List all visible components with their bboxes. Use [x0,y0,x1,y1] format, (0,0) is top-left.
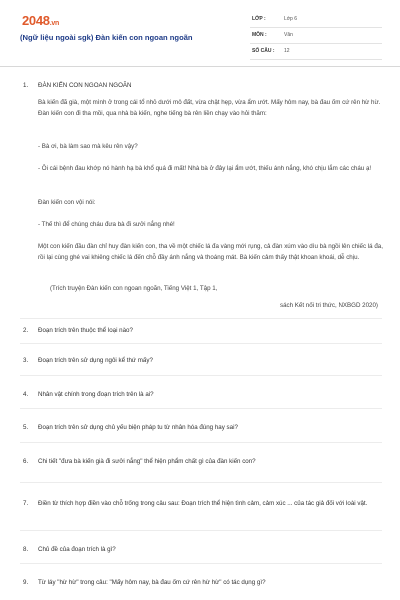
document-title: (Ngữ liệu ngoài sgk) Đàn kiến con ngoan ngoãn [20,33,193,42]
question-number: 5. [23,424,29,431]
passage-title: ĐÀN KIẾN CON NGOAN NGOÃN [38,82,132,89]
question-divider [20,530,382,531]
question-divider [20,343,382,344]
passage-paragraph: Bà kiến đã già, một mình ở trong cái tổ nhỏ dưới mô đất, vừa chật hẹp, vừa ẩm ướt. Mấy hôm nay, bà đau ốm cứ rên hừ hừ. Đàn kiến con đi tha mồi, qua nhà bà kiến, nghe tiếng bà rên liền chạy vào hỏi thăm: [38,99,381,117]
question-number: 3. [23,357,29,364]
passage-paragraph: Một con kiến đầu đàn chỉ huy đàn kiến con, tha về một chiếc lá đa vàng mới rụng, cả đàn xúm vào dìu bà ngồi lên chiếc lá đa, rồi lại cùng ghé vai khiêng chiếc lá đến chỗ đầy ánh nắng và thoáng mát. Bà kiến cảm thấy thật khoan khoái, dễ chịu. [38,243,383,261]
passage-citation: (Trích truyện Đàn kiến con ngoan ngoãn, Tiếng Việt 1, Tập 1, [50,285,218,292]
question-number: 6. [23,458,29,465]
question-text: Từ láy "hừ hừ" trong câu: "Mấy hôm nay, bà đau ốm cứ rên hừ hừ" có tác dụng gì? [38,579,266,586]
question-divider [20,318,382,319]
passage-paragraph: - Bà ơi, bà làm sao mà kêu rên vậy? [38,143,138,150]
question-number: 2. [23,327,29,334]
logo-suffix: .vn [49,20,59,27]
site-logo[interactable] [22,13,59,28]
passage-paragraph: Đàn kiến con vội nói: [38,199,96,206]
meta-row-class [250,12,382,28]
question-text: Đoạn trích trên sử dụng ngôi kể thứ mấy? [38,357,153,364]
passage-paragraph: - Thế thì để chúng cháu đưa bà đi sưởi nắng nhé! [38,221,175,228]
meta-row-question-count [250,44,382,60]
meta-value: 12 [284,48,290,54]
meta-label: SỐ CÂU : [252,48,275,54]
question-text: Đoạn trích trên thuộc thể loại nào? [38,327,133,334]
worksheet-header [0,0,400,64]
question-divider [20,408,382,409]
meta-value: Lớp 6 [284,16,298,22]
question-divider [20,563,382,564]
meta-label: LỚP : [252,16,266,22]
question-divider [20,442,382,443]
question-number: 4. [23,391,29,398]
question-text: Chủ đề của đoạn trích là gì? [38,546,116,553]
logo-main: 2048 [22,13,50,28]
question-text: Điền từ thích hợp điền vào chỗ trống trong câu sau: Đoạn trích thể hiện tình cảm, cảm xúc ... của tác giả đối với loài vật. [38,500,368,507]
meta-table [250,12,382,60]
meta-row-subject [250,28,382,44]
header-divider [0,66,400,67]
passage-paragraph: - Ôi cái bệnh đau khớp nó hành hạ bà khổ quá đi mất! Nhà bà ở đây lại ẩm ướt, thiếu ánh nắng, khó chịu lắm các cháu ạ! [38,165,372,172]
question-text: Đoạn trích trên sử dụng chủ yếu biện pháp tu từ nhân hóa đúng hay sai? [38,424,238,431]
question-number: 7. [23,500,29,507]
question-text: Chi tiết "đưa bà kiến già đi sưởi nắng" thể hiện phẩm chất gì của đàn kiến con? [38,458,256,465]
meta-label: MÔN : [252,32,267,38]
question-number: 9. [23,579,29,586]
question-divider [20,482,382,483]
question-number: 1. [23,82,29,89]
question-divider [20,375,382,376]
passage-citation-source: sách Kết nối tri thức, NXBGD 2020) [279,302,378,309]
question-number: 8. [23,546,29,553]
question-text: Nhân vật chính trong đoạn trích trên là ai? [38,391,154,398]
meta-value: Văn [284,32,293,38]
